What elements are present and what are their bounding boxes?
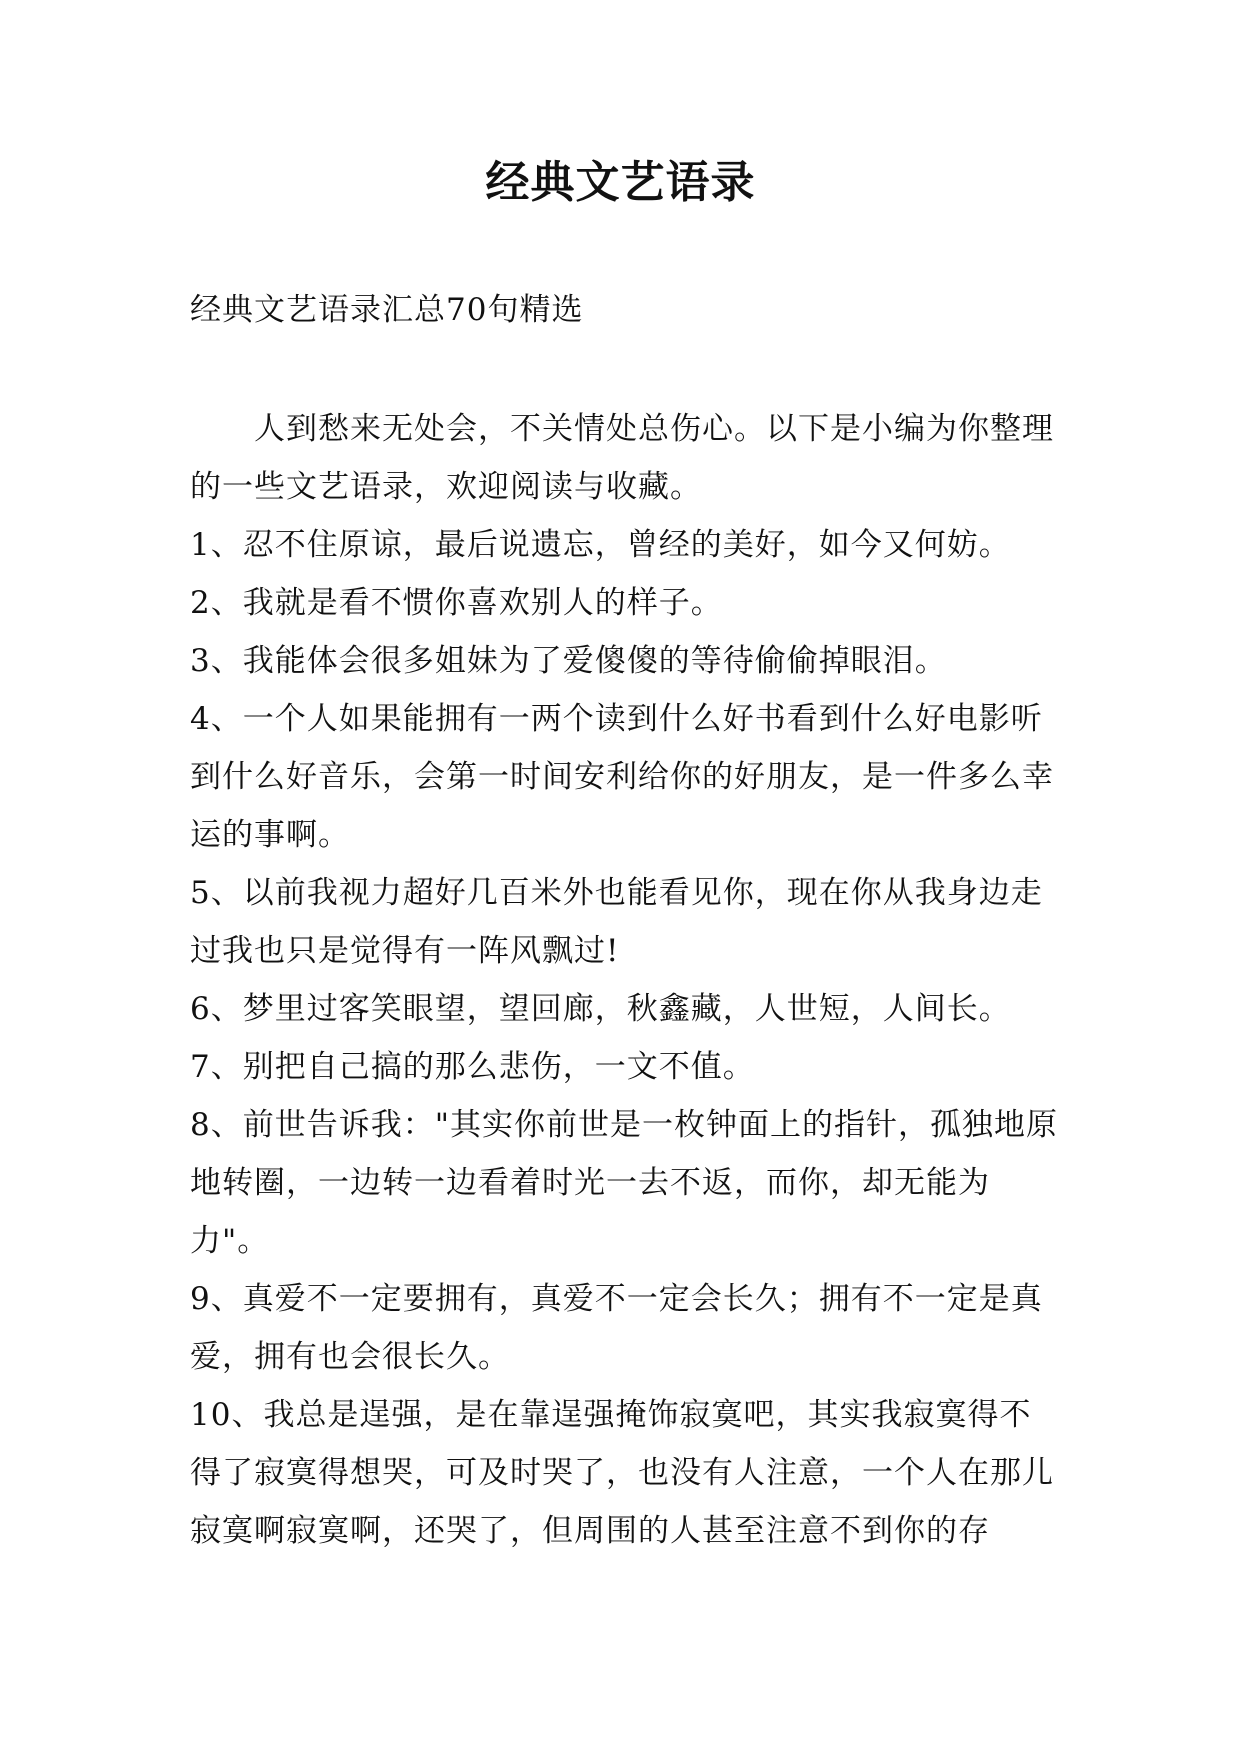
quote-paragraph: 4、一个人如果能拥有一两个读到什么好书看到什么好电影听到什么好音乐，会第一时间安利给你的好朋友，是一件多么幸运的事啊。 bbox=[190, 701, 1054, 853]
quote-paragraph: 3、我能体会很多姐妹为了爱傻傻的等待偷偷掉眼泪。 bbox=[190, 643, 947, 679]
quote-paragraph: 6、梦里过客笑眼望，望回廊，秋鑫藏，人世短，人间长。 bbox=[190, 991, 1011, 1027]
quote-paragraph: 9、真爱不一定要拥有，真爱不一定会长久；拥有不一定是真爱，拥有也会很长久。 bbox=[190, 1281, 1043, 1375]
quote-paragraph: 8、前世告诉我："其实你前世是一枚钟面上的指针，孤独地原地转圈，一边转一边看着时光一去不返，而你，却无能为力"。 bbox=[190, 1107, 1058, 1259]
quote-paragraph: 7、别把自己搞的那么悲伤，一文不值。 bbox=[190, 1049, 755, 1085]
document-title: 经典文艺语录 bbox=[485, 157, 756, 208]
quote-paragraph: 10、我总是逞强，是在靠逞强掩饰寂寞吧，其实我寂寞得不得了寂寞得想哭，可及时哭了，也没有人注意，一个人在那儿寂寞啊寂寞啊，还哭了，但周围的人甚至注意不到你的存 bbox=[190, 1397, 1054, 1549]
quote-paragraph: 1、忍不住原谅，最后说遗忘，曾经的美好，如今又何妨。 bbox=[190, 527, 1011, 563]
document-body bbox=[190, 400, 1060, 1560]
document-subtitle: 经典文艺语录汇总70句精选 bbox=[190, 292, 584, 328]
intro-paragraph: 人到愁来无处会，不关情处总伤心。以下是小编为你整理的一些文艺语录，欢迎阅读与收藏。 bbox=[190, 411, 1054, 505]
quote-paragraph: 2、我就是看不惯你喜欢别人的样子。 bbox=[190, 585, 723, 621]
quote-paragraph: 5、以前我视力超好几百米外也能看见你，现在你从我身边走过我也只是觉得有一阵风飘过! bbox=[190, 875, 1043, 969]
